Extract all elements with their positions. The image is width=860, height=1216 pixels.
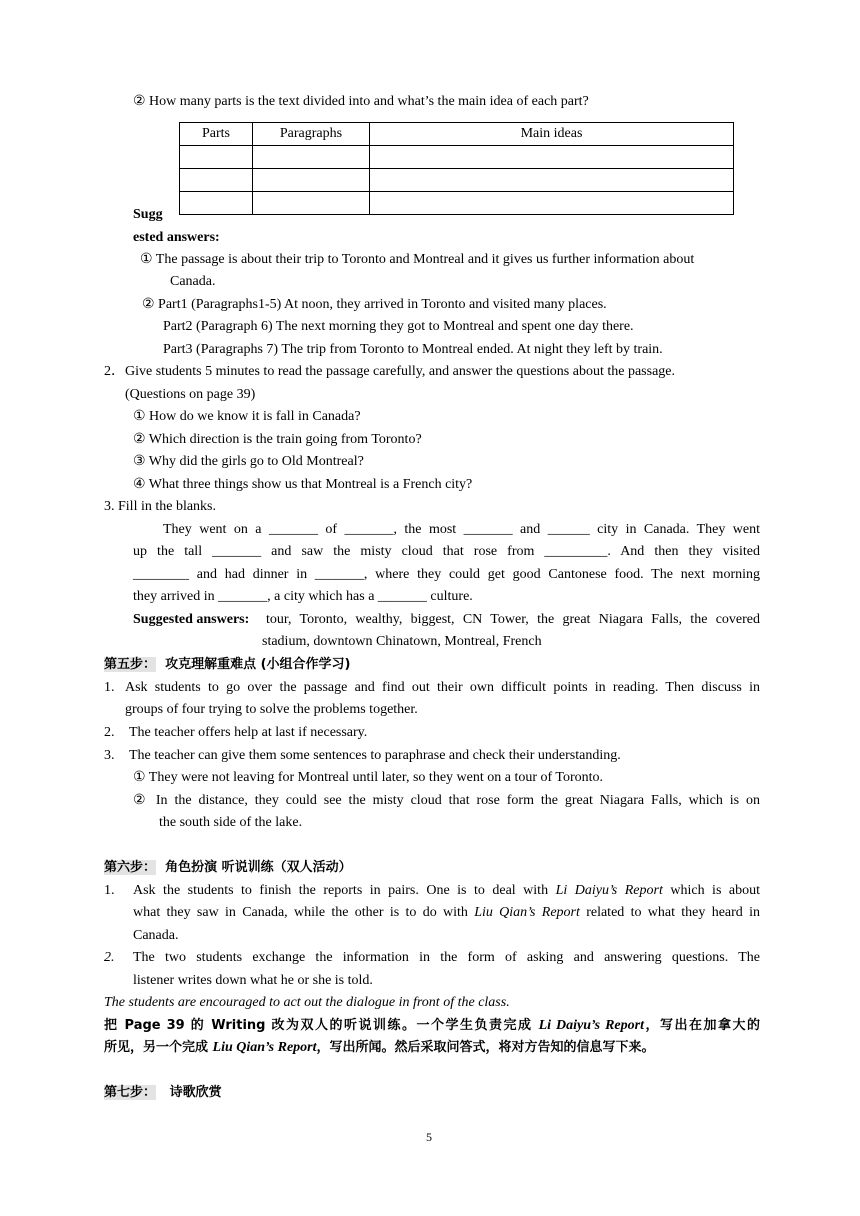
- table-cell: [180, 192, 253, 215]
- fill-line-3: ________ and had dinner in _______, where they could get good Cantonese food. The next morning: [133, 567, 760, 582]
- question-item: ② Which direction is the train going from Toronto?: [133, 432, 422, 447]
- step-6-item-1-line-3: Canada.: [133, 928, 179, 943]
- suggested-answers-label-1: Sugg: [133, 207, 163, 222]
- table-cell: [253, 192, 370, 215]
- step-6-item-1-line-1: Ask the students to finish the reports in pairs. One is to deal with Li Daiyu’s Report which is about: [133, 883, 760, 898]
- step-7-title: 诗歌欣赏: [169, 1085, 222, 1100]
- step-6-item-1-num: 1.: [104, 883, 115, 898]
- step-7-heading: [104, 1082, 222, 1105]
- suggested-answers-label-2: ested answers:: [133, 230, 220, 245]
- answer-1-line-2: Canada.: [170, 274, 216, 289]
- step-6-italic-note: The students are encouraged to act out the dialogue in front of the class.: [104, 995, 510, 1010]
- step-6-item-2-line-1: The two students exchange the information in the form of asking and answering questions. The: [133, 950, 760, 965]
- table-row: [180, 192, 734, 215]
- question-2: ② How many parts is the text divided into and what’s the main idea of each part?: [133, 94, 589, 109]
- step-6-label: 第六步：: [104, 860, 157, 875]
- paraphrase-2-cont: the south side of the lake.: [159, 815, 303, 830]
- step-5-title: 攻克理解重难点 (小组合作学习): [165, 657, 351, 672]
- fill-line-2: up the tall _______ and saw the misty cloud that rose from _________. And then they visited: [133, 544, 760, 559]
- step-7-label: 第七步：: [104, 1085, 157, 1100]
- question-item: ④ What three things show us that Montreal is a French city?: [133, 477, 473, 492]
- answer-1-line-1: ① The passage is about their trip to Toronto and Montreal and it gives us further information about: [140, 252, 695, 267]
- table-cell: [370, 192, 734, 215]
- fill-line-1: They went on a _______ of _______, the most _______ and ______ city in Canada. They went: [163, 522, 760, 537]
- table-row: [180, 146, 734, 169]
- fill-answers-line-2: stadium, downtown Chinatown, Montreal, French: [262, 634, 542, 649]
- step-5-heading: [104, 654, 351, 677]
- step-6-item-2-line-2: listener writes down what he or she is told.: [133, 973, 373, 988]
- fill-line-4: they arrived in _______, a city which has a _______ culture.: [133, 589, 473, 604]
- table-cell: [180, 146, 253, 169]
- page-number: 5: [426, 1130, 432, 1144]
- step-5-item-1-line-1: 1. Ask students to go over the passage and find out their own difficult points in reading. Then discuss in: [104, 680, 760, 695]
- table-header-parts: Parts: [180, 123, 253, 146]
- answer-2-part-2: Part2 (Paragraph 6) The next morning they got to Montreal and spent one day there.: [163, 319, 634, 334]
- table-row: [180, 169, 734, 192]
- step-6-heading: [104, 857, 352, 880]
- paraphrase-1: ① They were not leaving for Montreal until later, so they went on a tour of Toronto.: [133, 770, 604, 785]
- table-cell: [370, 146, 734, 169]
- fill-answers-line-1: tour, Toronto, wealthy, biggest, CN Tower, the great Niagara Falls, the covered: [266, 612, 760, 627]
- table-header-main-ideas: Main ideas: [370, 123, 734, 146]
- paraphrase-2: ② In the distance, they could see the misty cloud that rose form the great Niagara Falls, which is on: [133, 793, 760, 808]
- parts-table: [179, 122, 734, 215]
- step-6-title: 角色扮演 听说训练（双人活动）: [165, 860, 352, 875]
- answer-2-part-3: Part3 (Paragraphs 7) The trip from Toronto to Montreal ended. At night they left by train.: [163, 342, 663, 357]
- item-2-line-1: 2．Give students 5 minutes to read the passage carefully, and answer the questions about the passage.: [104, 364, 675, 379]
- table-cell: [253, 169, 370, 192]
- question-item: ③ Why did the girls go to Old Montreal?: [133, 454, 364, 469]
- table-cell: [370, 169, 734, 192]
- answer-2-part-1: ② Part1 (Paragraphs1-5) At noon, they arrived in Toronto and visited many places.: [142, 297, 607, 312]
- item-2-line-2: (Questions on page 39): [125, 387, 256, 402]
- fill-answers-label: Suggested answers:: [133, 612, 250, 627]
- step-5-item-2: 2. The teacher offers help at last if necessary.: [104, 725, 368, 740]
- table-cell: [180, 169, 253, 192]
- step-5-item-1-line-2: groups of four trying to solve the problems together.: [125, 702, 418, 717]
- table-header-paragraphs: Paragraphs: [253, 123, 370, 146]
- step-5-item-3: 3. The teacher can give them some sentences to paraphrase and check their understanding.: [104, 748, 621, 763]
- table-header-row: [180, 123, 734, 146]
- chinese-instruction-line-1: 把 Page 39 的 Writing 改为双人的听说训练。一个学生负责完成 Li Daiyu’s Report，写出在加拿大的: [104, 1018, 760, 1033]
- step-5-label: 第五步：: [104, 657, 157, 672]
- step-6-item-2-num: 2.: [104, 950, 115, 965]
- step-6-item-1-line-2: what they saw in Canada, while the other is to do with Liu Qian’s Report related to what they heard in: [133, 905, 760, 920]
- table-cell: [253, 146, 370, 169]
- question-item: ① How do we know it is fall in Canada?: [133, 409, 361, 424]
- chinese-instruction-line-2: 所见，另一个完成 Liu Qian’s Report，写出所闻。然后采取问答式，将对方告知的信息写下来。: [104, 1040, 655, 1055]
- item-3: 3. Fill in the blanks.: [104, 499, 216, 514]
